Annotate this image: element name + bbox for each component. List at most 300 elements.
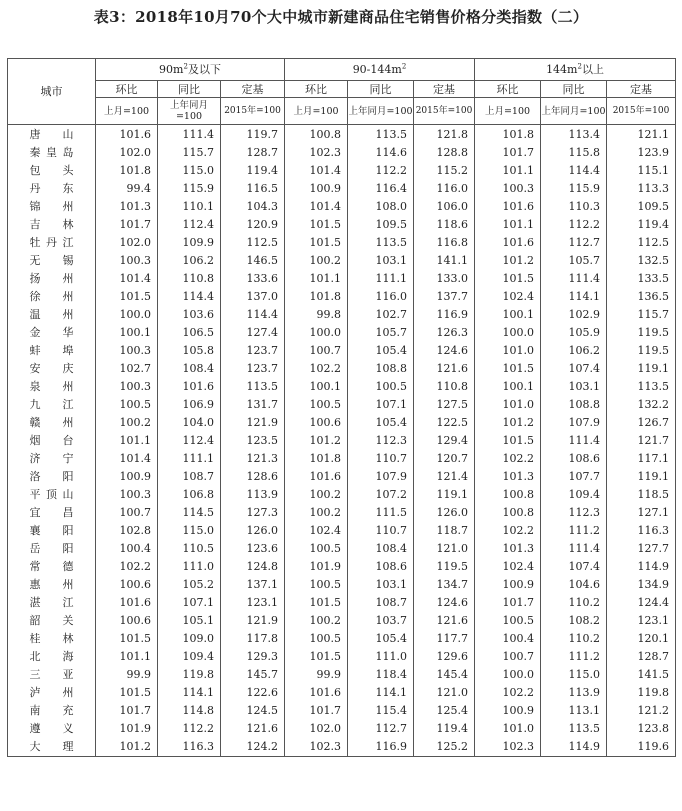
index-value: 100.1 [475,378,541,396]
city-cell [8,432,96,450]
table-row [8,288,676,306]
index-value: 108.4 [348,540,414,558]
index-value: 101.2 [96,738,158,757]
index-value: 100.3 [96,252,158,270]
index-value: 123.6 [221,540,285,558]
index-value: 122.6 [221,684,285,702]
index-value: 109.4 [541,486,607,504]
index-value: 111.4 [541,540,607,558]
index-value: 101.3 [96,198,158,216]
base-header: 上年同月=100 [158,98,221,125]
index-value: 124.6 [414,342,475,360]
table-row [8,414,676,432]
index-value: 120.9 [221,216,285,234]
index-value: 124.8 [221,558,285,576]
index-value: 104.6 [541,576,607,594]
index-value: 111.0 [158,558,221,576]
index-value: 100.1 [475,306,541,324]
table-row [8,306,676,324]
index-value: 101.4 [285,162,348,180]
index-value: 102.4 [285,522,348,540]
index-value: 101.1 [475,162,541,180]
index-value: 112.5 [221,234,285,252]
index-value: 102.4 [475,558,541,576]
index-value: 114.1 [158,684,221,702]
index-value: 110.8 [414,378,475,396]
city-name: 遵义 [29,722,74,735]
index-value: 118.6 [414,216,475,234]
index-value: 101.7 [475,594,541,612]
index-value: 141.5 [607,666,676,684]
city-cell [8,125,96,145]
index-value: 101.0 [475,720,541,738]
index-value: 114.8 [158,702,221,720]
index-value: 102.3 [475,738,541,757]
index-value: 102.0 [285,720,348,738]
city-cell [8,558,96,576]
city-name: 桂林 [29,632,74,645]
index-value: 100.0 [285,324,348,342]
index-value: 134.7 [414,576,475,594]
index-value: 113.4 [541,125,607,145]
index-value: 114.1 [348,684,414,702]
index-value: 109.9 [158,234,221,252]
index-value: 107.9 [541,414,607,432]
city-cell [8,144,96,162]
index-value: 101.6 [475,198,541,216]
table-row [8,252,676,270]
index-value: 115.9 [541,180,607,198]
city-cell [8,684,96,702]
page-title: 表3：2018年10月70个大中城市新建商品住宅销售价格分类指数（二） [93,8,589,26]
index-value: 101.5 [96,288,158,306]
index-value: 132.2 [607,396,676,414]
index-value: 101.5 [96,684,158,702]
city-name: 唐山 [29,128,74,141]
index-value: 100.5 [475,612,541,630]
index-value: 116.9 [414,306,475,324]
index-value: 101.8 [285,288,348,306]
index-value: 101.7 [285,702,348,720]
index-value: 146.5 [221,252,285,270]
index-value: 114.9 [607,558,676,576]
sub-header: 定基 [414,81,475,98]
table-row [8,666,676,684]
index-value: 115.9 [158,180,221,198]
index-value: 100.7 [285,342,348,360]
index-value: 117.1 [607,450,676,468]
index-value: 111.1 [158,450,221,468]
index-value: 101.9 [285,558,348,576]
index-value: 121.6 [221,720,285,738]
index-value: 105.7 [541,252,607,270]
index-value: 103.1 [348,576,414,594]
index-value: 100.7 [475,648,541,666]
index-value: 121.3 [221,450,285,468]
city-cell [8,504,96,522]
table-row [8,270,676,288]
base-header: 2015年=100 [607,98,676,125]
index-value: 145.7 [221,666,285,684]
table-row [8,360,676,378]
city-name: 泸州 [29,686,74,699]
city-cell [8,288,96,306]
table-row [8,486,676,504]
index-value: 101.9 [96,720,158,738]
index-value: 101.7 [96,216,158,234]
table-row [8,504,676,522]
index-value: 124.6 [414,594,475,612]
index-value: 101.5 [285,234,348,252]
index-value: 101.2 [475,414,541,432]
city-name: 温州 [29,308,74,321]
city-cell [8,270,96,288]
index-value: 101.7 [96,702,158,720]
sub-header: 同比 [348,81,414,98]
index-value: 110.7 [348,450,414,468]
index-value: 137.7 [414,288,475,306]
base-header: 上年同月=100 [348,98,414,125]
index-value: 108.7 [348,594,414,612]
index-value: 127.7 [607,540,676,558]
city-name: 九江 [29,398,74,411]
index-value: 116.8 [414,234,475,252]
index-value: 111.4 [541,432,607,450]
city-name: 岳阳 [29,542,74,555]
index-value: 105.8 [158,342,221,360]
index-value: 101.8 [285,450,348,468]
index-value: 112.2 [348,162,414,180]
index-value: 108.6 [541,450,607,468]
index-value: 115.7 [607,306,676,324]
index-value: 119.5 [607,324,676,342]
city-name: 吉林 [29,218,74,231]
index-value: 101.2 [285,432,348,450]
index-value: 116.0 [348,288,414,306]
table-row [8,216,676,234]
index-value: 100.0 [96,306,158,324]
index-value: 115.2 [414,162,475,180]
city-name: 无锡 [29,254,74,267]
index-value: 102.2 [475,522,541,540]
index-value: 120.7 [414,450,475,468]
index-value: 102.0 [96,234,158,252]
city-cell [8,234,96,252]
city-cell [8,198,96,216]
city-name: 惠州 [29,578,74,591]
city-name: 南充 [29,704,74,717]
index-value: 119.8 [607,684,676,702]
table-row [8,432,676,450]
index-value: 102.2 [475,450,541,468]
table-row [8,450,676,468]
index-value: 112.3 [541,504,607,522]
index-value: 116.5 [221,180,285,198]
index-value: 134.9 [607,576,676,594]
index-value: 104.0 [158,414,221,432]
index-value: 99.9 [285,666,348,684]
table-row [8,720,676,738]
index-value: 119.8 [158,666,221,684]
index-value: 113.5 [221,378,285,396]
index-value: 119.5 [607,342,676,360]
index-value: 113.5 [348,125,414,145]
index-value: 116.3 [607,522,676,540]
index-value: 100.8 [475,504,541,522]
table-row [8,180,676,198]
index-value: 100.8 [475,486,541,504]
city-cell [8,612,96,630]
index-value: 123.1 [607,612,676,630]
index-value: 123.9 [607,144,676,162]
index-value: 123.5 [221,432,285,450]
index-value: 101.1 [285,270,348,288]
city-cell [8,576,96,594]
city-cell [8,414,96,432]
index-value: 108.4 [158,360,221,378]
index-value: 137.0 [221,288,285,306]
city-cell [8,738,96,757]
index-value: 115.0 [158,522,221,540]
index-value: 101.1 [475,216,541,234]
index-value: 108.7 [158,468,221,486]
index-value: 132.5 [607,252,676,270]
index-value: 100.2 [285,486,348,504]
index-value: 101.6 [158,378,221,396]
table-row [8,198,676,216]
index-value: 102.3 [285,144,348,162]
index-value: 100.3 [96,342,158,360]
index-value: 111.0 [348,648,414,666]
index-value: 133.6 [221,270,285,288]
sub-header: 环比 [285,81,348,98]
index-value: 107.9 [348,468,414,486]
index-value: 101.5 [475,270,541,288]
index-value: 121.6 [414,360,475,378]
table-row [8,648,676,666]
index-value: 103.1 [348,252,414,270]
index-value: 100.2 [285,612,348,630]
city-name: 徐州 [29,290,74,303]
index-value: 111.2 [541,522,607,540]
index-value: 111.4 [158,125,221,145]
index-value: 111.1 [348,270,414,288]
table-row [8,396,676,414]
index-value: 102.2 [96,558,158,576]
index-value: 103.6 [158,306,221,324]
index-value: 127.4 [221,324,285,342]
index-value: 100.2 [285,252,348,270]
index-value: 106.2 [541,342,607,360]
index-value: 121.8 [414,125,475,145]
index-value: 121.0 [414,540,475,558]
index-value: 121.1 [607,125,676,145]
index-value: 107.1 [158,594,221,612]
index-value: 102.3 [285,738,348,757]
index-value: 113.3 [607,180,676,198]
index-value: 107.4 [541,360,607,378]
city-cell [8,540,96,558]
table-row [8,468,676,486]
index-value: 101.6 [96,594,158,612]
index-value: 109.5 [607,198,676,216]
index-value: 121.9 [221,612,285,630]
index-value: 100.0 [475,324,541,342]
index-value: 101.4 [96,270,158,288]
table-row [8,234,676,252]
city-cell [8,342,96,360]
table-row [8,594,676,612]
index-value: 100.5 [96,396,158,414]
index-value: 101.5 [285,648,348,666]
city-cell [8,450,96,468]
index-value: 101.6 [285,468,348,486]
index-value: 123.8 [607,720,676,738]
table-row [8,738,676,757]
index-value: 101.5 [285,594,348,612]
index-value: 119.4 [607,216,676,234]
base-header: 上年同月=100 [541,98,607,125]
index-value: 129.6 [414,648,475,666]
index-value: 100.5 [348,378,414,396]
city-name: 洛阳 [29,470,74,483]
table-row [8,378,676,396]
index-value: 115.4 [348,702,414,720]
table-row [8,684,676,702]
index-value: 101.6 [475,234,541,252]
index-value: 111.2 [541,648,607,666]
index-value: 100.3 [475,180,541,198]
index-value: 123.7 [221,360,285,378]
index-value: 110.2 [541,630,607,648]
index-value: 103.1 [541,378,607,396]
table-row [8,558,676,576]
index-value: 113.5 [541,720,607,738]
index-value: 115.7 [158,144,221,162]
index-value: 137.1 [221,576,285,594]
index-value: 112.7 [348,720,414,738]
index-value: 116.4 [348,180,414,198]
index-value: 102.7 [96,360,158,378]
table-row [8,576,676,594]
index-value: 119.5 [414,558,475,576]
index-value: 108.6 [348,558,414,576]
index-value: 101.5 [475,360,541,378]
index-value: 124.5 [221,702,285,720]
index-value: 119.4 [414,720,475,738]
index-value: 110.8 [158,270,221,288]
index-value: 107.4 [541,558,607,576]
city-name: 扬州 [29,272,74,285]
index-value: 100.9 [475,702,541,720]
index-value: 136.5 [607,288,676,306]
index-value: 133.0 [414,270,475,288]
index-value: 125.4 [414,702,475,720]
index-value: 126.0 [414,504,475,522]
index-value: 100.4 [96,540,158,558]
index-value: 105.1 [158,612,221,630]
index-value: 106.0 [414,198,475,216]
index-value: 114.5 [158,504,221,522]
index-value: 100.9 [285,180,348,198]
index-value: 100.1 [285,378,348,396]
index-value: 105.2 [158,576,221,594]
index-value: 100.6 [96,612,158,630]
table-row [8,125,676,145]
index-value: 127.5 [414,396,475,414]
table-row [8,612,676,630]
index-value: 119.6 [607,738,676,757]
index-value: 105.9 [541,324,607,342]
index-value: 116.3 [158,738,221,757]
index-value: 113.1 [541,702,607,720]
sub-header: 同比 [541,81,607,98]
index-value: 100.5 [285,630,348,648]
index-value: 99.8 [285,306,348,324]
index-value: 114.4 [541,162,607,180]
index-value: 101.4 [285,198,348,216]
city-header: 城市 [8,59,96,125]
city-name: 安庆 [29,362,74,375]
city-cell [8,468,96,486]
index-value: 106.8 [158,486,221,504]
index-value: 127.1 [607,504,676,522]
index-value: 128.6 [221,468,285,486]
table-row [8,630,676,648]
city-name: 湛江 [29,596,74,609]
index-value: 100.5 [285,540,348,558]
city-name: 韶关 [29,614,74,627]
index-value: 124.4 [607,594,676,612]
index-value: 100.4 [475,630,541,648]
index-value: 119.1 [607,468,676,486]
index-value: 100.5 [285,576,348,594]
index-value: 105.4 [348,414,414,432]
city-name: 金华 [29,326,74,339]
index-value: 100.5 [285,396,348,414]
index-value: 112.7 [541,234,607,252]
index-value: 119.4 [221,162,285,180]
index-value: 101.1 [96,648,158,666]
index-value: 116.0 [414,180,475,198]
index-value: 123.1 [221,594,285,612]
index-value: 104.3 [221,198,285,216]
index-value: 102.8 [96,522,158,540]
index-value: 101.6 [285,684,348,702]
group-header: $90m^2$及以下 [96,59,285,81]
index-value: 115.8 [541,144,607,162]
base-header: 上月=100 [475,98,541,125]
index-value: 100.1 [96,324,158,342]
index-value: 112.2 [158,720,221,738]
index-value: 101.7 [475,144,541,162]
index-value: 131.7 [221,396,285,414]
city-cell [8,720,96,738]
index-value: 102.9 [541,306,607,324]
index-value: 100.8 [285,125,348,145]
index-value: 101.5 [285,216,348,234]
index-value: 105.4 [348,630,414,648]
index-value: 128.7 [607,648,676,666]
city-name: 丹东 [29,182,74,195]
index-value: 115.1 [607,162,676,180]
base-header: 2015年=100 [221,98,285,125]
sub-header: 定基 [607,81,676,98]
index-value: 111.4 [541,270,607,288]
index-value: 106.9 [158,396,221,414]
index-value: 100.2 [285,504,348,522]
index-value: 117.8 [221,630,285,648]
